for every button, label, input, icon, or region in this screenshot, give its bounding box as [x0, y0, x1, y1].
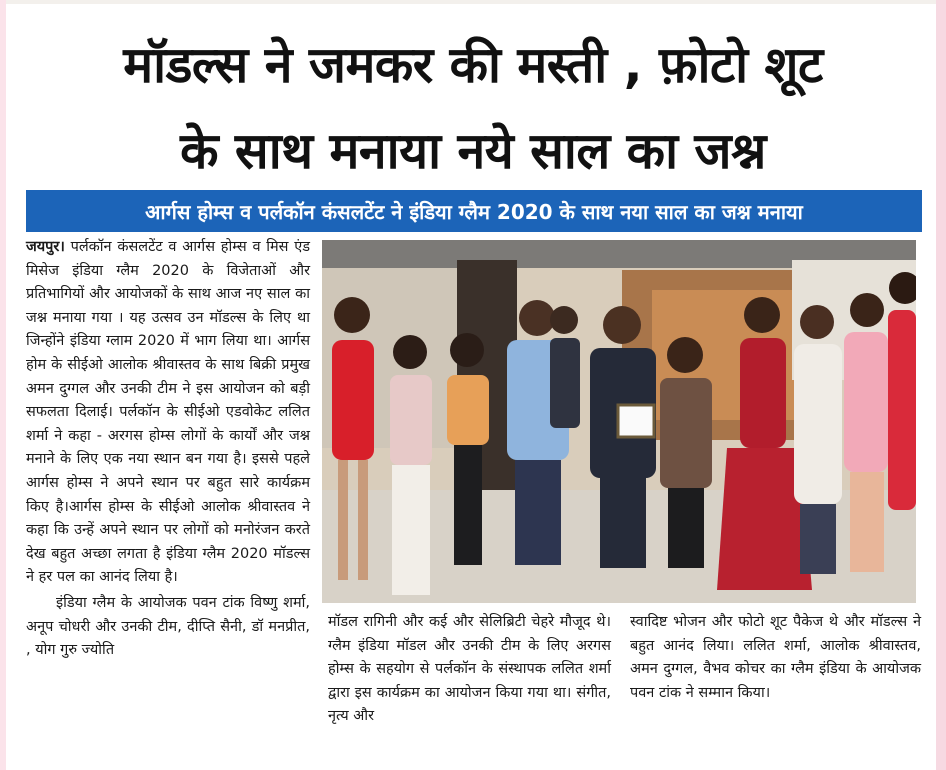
- person-pink-outfit: [844, 293, 888, 572]
- award-plaque: [618, 405, 654, 437]
- column-1-paragraph-2: इंडिया ग्लैम के आयोजक पवन टांक विष्णु शर्मा, अनूप चोधरी और उनकी टीम, दीप्ति सैनी, डॉ मनप्रीत, , योग गुरु ज्योति: [26, 594, 310, 659]
- dateline: जयपुर।: [26, 239, 65, 255]
- top-edge: [0, 0, 946, 4]
- headline-line-1: मॉडल्स ने जमकर की मस्ती , फ़ोटो शूट: [123, 36, 823, 94]
- left-page-edge: [0, 0, 6, 770]
- subheadline-bar: [26, 190, 922, 232]
- subheadline: आर्गस होम्स व पर्लकॉन कंसलटेंट ने इंडिया ग्लैम 2020 के साथ नया साल का जश्न मनाया: [145, 199, 803, 224]
- article-column-1: [26, 236, 310, 663]
- headline-line-2: के साथ मनाया नये साल का जश्न: [180, 122, 766, 180]
- article-column-3: स्वादिष्ट भोजन और फोटो शूट पैकेज थे और मॉडल्स ने बहुत आनंद लिया। ललित शर्मा, आलोक श्रीवास्तव, अमन दुग्गल, वैभव कोचर का ग्लैम इंडिया के आयोजक पवन टांक ने सम्मान किया।: [630, 614, 921, 701]
- group-photo-illustration: [322, 240, 916, 603]
- column-1-body: पर्लकॉन कंसलटेंट व आर्गस होम्स व मिस एंड मिसेज इंडिया ग्लैम 2020 के विजेताओं और प्रतिभागियों और आयोजकों के साथ आज नए साल का जश्न मनाया गया । यह उत्सव उन मॉडल्स के लिए था जिन्होंने इंडिया ग्लाम 2020 में भाग लिया था। आर्गस होम के सीईओ आलोक श्रीवास्तव के साथ बिक्री प्रमुख अमन दुग्गल और उनकी टीम ने इस आयोजन को बड़ी सफलता दिलाई। पर्लकॉन के सीईओ एडवोकेट ललित शर्मा ने कहा - अरगस होम्स लोगों के कार्यों और जश्न मनाने के लिए एक नया स्थान बन गया है। इससे पहले आर्गस होम्स ने अपने स्थान पर बहुत सारे कार्यक्रम किए है।आर्गस होम्स के सीईओ आलोक श्रीवास्तव ने कहा कि उन्हें अपने स्थान पर लोगों को मनोरंजन करते देख बहुत अच्छा लगता है इंडिया ग्लैम 2020 मॉडल्स ने हर पल का आनंद लिया है।: [26, 239, 310, 586]
- right-page-edge: [936, 0, 946, 770]
- person-background-man: [550, 306, 580, 428]
- event-photo: [322, 240, 916, 603]
- article-column-2: मॉडल रागिनी और कई और सेलिब्रिटी चेहरे मौजूद थे।ग्लैम इंडिया मॉडल और उनकी टीम के लिए अरगस होम्स के सहयोग से पर्लकॉन के संस्थापक ललित शर्मा द्वारा इस कार्यक्रम का आयोजन किया गया था। संगीत, नृत्य और: [328, 614, 611, 725]
- person-white-coat: [794, 305, 842, 574]
